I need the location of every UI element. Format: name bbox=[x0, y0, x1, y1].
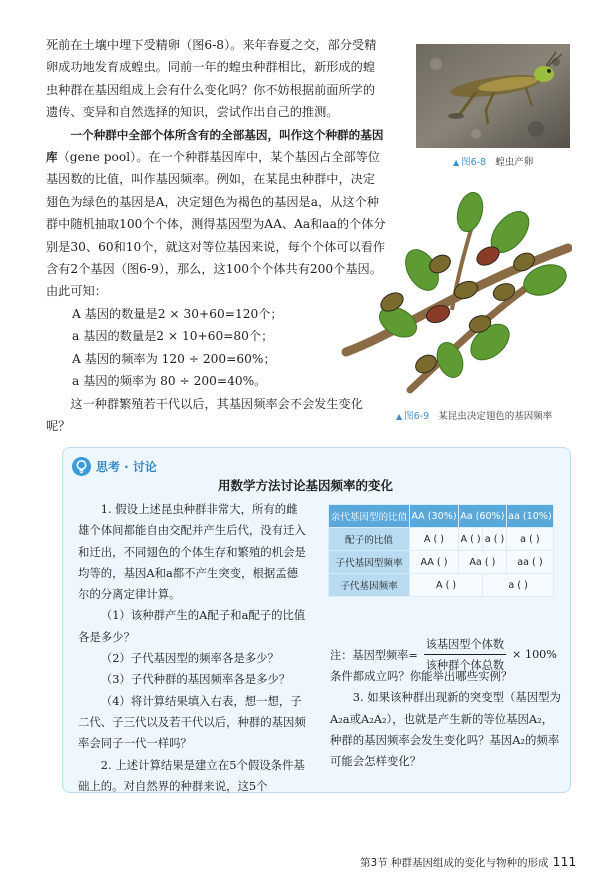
question-1-3: （3）子代种群的基因频率各是多少？ bbox=[100, 672, 291, 687]
calc-line-1: A 基因的数量是2 × 30+60=120个； bbox=[72, 306, 283, 321]
paragraph-1: 死前在土壤中埋下受精卵（图6-8）。来年春夏之交，部分受精卵成功地发育成蝗虫。同前一年的蝗虫种群相比，新形成的蝗虫种群在基因组成上会有什么变化吗？你不妨根据前面所学的遗传、变异和自然选择的知识，尝试作出自己的推测。 bbox=[46, 38, 377, 120]
question-1-2: （2）子代基因型的频率各是多少？ bbox=[100, 651, 279, 666]
beetles-on-branch-illustration bbox=[340, 192, 572, 400]
question-2: 2. 上述计算结果是建立在5个假设条件基础上的。对自然界的种群来说，这5个 bbox=[78, 757, 305, 793]
discussion-questions-right bbox=[330, 666, 562, 772]
formula-fraction: $\frac{\text{该基因型个体数}}{\text{该种群个体总数}}$ bbox=[425, 638, 505, 672]
gene-pool-definition: 一个种群中全部个体所含有的全部基因，叫作这个种群的基因库 bbox=[46, 127, 384, 165]
paragraph-2 bbox=[46, 124, 386, 303]
calc-line-4: a 基因的频率为 80 ÷ 200=40%。 bbox=[72, 374, 267, 389]
question-1-4: （4）将计算结果填入右表，想一想，子二代、子三代以及若干代以后，种群的基因频率会同子一代一样吗？ bbox=[78, 693, 306, 751]
discussion-title: 用数学方法讨论基因频率的变化 bbox=[218, 478, 394, 493]
page-number: 111 bbox=[552, 854, 577, 869]
calc-line-3: A 基因的频率为 120 ÷ 200=60%； bbox=[72, 351, 276, 366]
paragraph-3: 这一种群繁殖若干代以后，其基因频率会不会发生变化呢？ bbox=[46, 396, 363, 433]
calc-line-2: a 基因的数量是2 × 10+60=80个； bbox=[72, 329, 274, 344]
question-3: 3. 如果该种群出现新的突变型（基因型为A₂a或A₂A₂），也就是产生新的等位基因A₂，种群的基因频率会发生变化吗？基因A₂的频率可能会怎样变化？ bbox=[330, 690, 561, 769]
footer-section: 第3节 种群基因组成的变化与物种的形成 bbox=[360, 857, 549, 869]
question-1: 1. 假设上述昆虫种群非常大，所有的雌雄个体间都能自由交配并产生后代，没有迁入和迁出，不同翅色的个体生存和繁殖的机会是均等的，基因A和a都不产生突变，根据孟德尔的分离定律计算。 bbox=[78, 502, 306, 602]
section-label: 思考 · 讨论 bbox=[96, 460, 157, 474]
page-footer bbox=[360, 854, 576, 870]
table-row: 亲代基因型的比值 AA (30%) Aa (60%) aa (10%) bbox=[329, 505, 554, 528]
paragraph-2-rest: （gene pool）。在一个种群基因库中，某个基因占全部等位基因数的比值，叫作基因频率。例如，在某昆虫种群中，决定翅色为绿色的基因是A，决定翅色为褐色的基因是a，从这个种群中随机抽取100个个体，测得基因型为AA、Aa和aa的个体分别是30、60和10个，就这对等位基因来说，每个个体可以看作含有2个基因（图6-9），那么，这100个个体共有200个基因。由此可知： bbox=[46, 150, 386, 299]
question-1-1: （1）该种群产生的A配子和a配子的比值各是多少？ bbox=[78, 608, 306, 644]
figure-6-9-caption: ▲ 图6-9 某昆虫决定翅色的基因频率 bbox=[396, 411, 553, 422]
discussion-questions-left bbox=[78, 499, 308, 797]
figure-6-8-caption: ▲ 图6-8 蝗虫产卵 bbox=[453, 157, 534, 168]
genotype-frequency-formula: 注：基因型频率= $\frac{\text{该基因型个体数}}{\text{该种群个体总数}}$ × 100% bbox=[330, 638, 557, 672]
table-row: 子代基因型频率 AA ( ) Aa ( ) aa ( ) bbox=[329, 551, 554, 574]
triangle-icon: ▲ bbox=[453, 158, 460, 167]
triangle-icon: ▲ bbox=[396, 412, 403, 421]
question-2-continued: 条件都成立吗？你能举出哪些实例？ bbox=[330, 669, 513, 683]
gene-frequency-table bbox=[328, 504, 554, 597]
grasshopper-photo bbox=[416, 44, 570, 148]
think-discuss-icon bbox=[72, 457, 91, 476]
main-text bbox=[46, 34, 386, 437]
table-row: 配子的比值 A ( ) A ( ) a ( ) a ( ) bbox=[329, 528, 554, 551]
table-row: 子代基因频率 A ( ) a ( ) bbox=[329, 574, 554, 597]
